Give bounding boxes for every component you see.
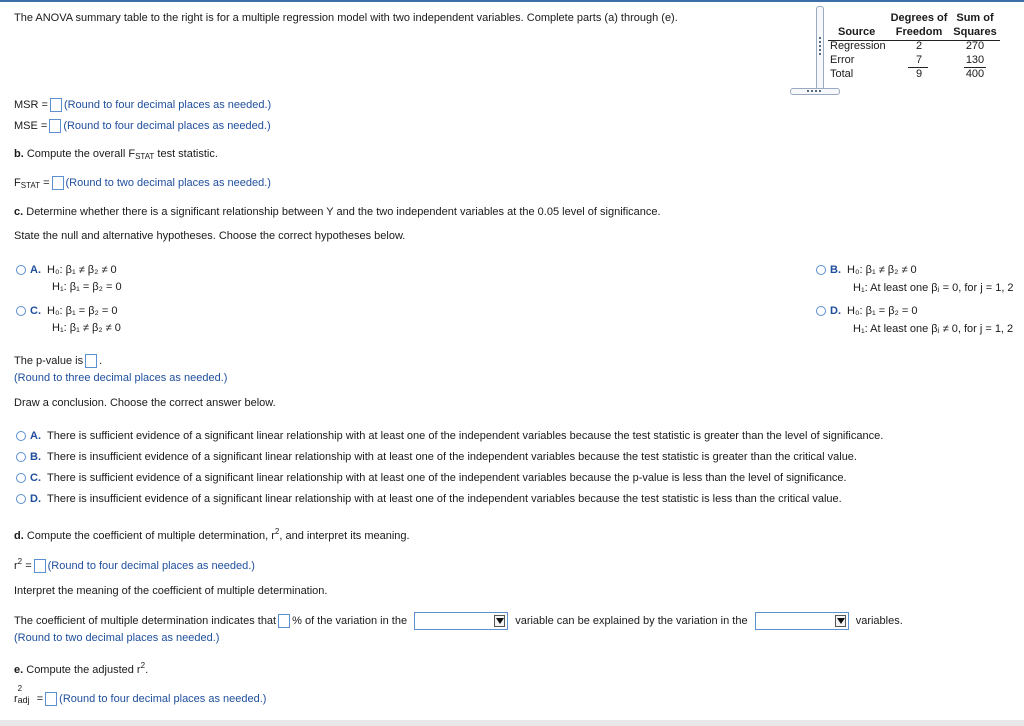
row-df-total: 9: [915, 68, 923, 80]
part-b-heading: [14, 148, 218, 161]
msr-hint: (Round to four decimal places as needed.): [63, 98, 272, 111]
r2-label: r: [14, 560, 18, 572]
r2-input[interactable]: [34, 559, 46, 573]
r2-eq: =: [25, 560, 32, 572]
part-b-heading-text: Compute the overall F: [26, 148, 136, 160]
hyp-radio-d[interactable]: [816, 306, 826, 316]
intro-text: The ANOVA summary table to the right is for a multiple regression model with two independent variables. Complete parts (a) through (e).: [14, 12, 678, 24]
hyp-letter-b: B.: [830, 264, 841, 276]
r2adj-label-sub: adj: [17, 695, 30, 705]
hyp-a-h1: H₁: β₁ = β₂ = 0: [52, 281, 122, 293]
r2-row: [14, 557, 255, 573]
hyp-option-c[interactable]: [16, 305, 117, 317]
interpret-instruction: Interpret the meaning of the coefficient of multiple determination.: [14, 585, 328, 597]
hyp-option-b[interactable]: [816, 264, 917, 276]
part-d-heading-text: Compute the coefficient of multiple determination, r: [26, 530, 275, 542]
conclusion-option-a[interactable]: [16, 430, 883, 442]
sentence-hint: (Round to two decimal places as needed.): [14, 632, 220, 644]
fstat-hint: (Round to two decimal places as needed.): [65, 176, 271, 189]
part-e-heading: [14, 661, 148, 676]
part-c-heading: [14, 206, 661, 218]
sentence-mid2: variable can be explained by the variation in the: [515, 614, 748, 627]
row-source-error: Error: [830, 54, 855, 66]
header-source: Source: [838, 26, 876, 38]
row-source-total: Total: [830, 68, 854, 80]
fstat-eq: =: [43, 176, 50, 189]
mse-input[interactable]: [49, 119, 61, 133]
row-df-regression: 2: [915, 40, 923, 52]
dependent-variable-dropdown[interactable]: [414, 612, 508, 630]
mse-row: [14, 119, 271, 133]
hyp-letter-a: A.: [30, 264, 41, 276]
header-ss-line1: Sum of: [956, 12, 994, 24]
hyp-option-d[interactable]: [816, 305, 917, 317]
conclusion-option-d[interactable]: [16, 493, 842, 505]
msr-input[interactable]: [50, 98, 62, 112]
part-e-letter: e.: [14, 664, 24, 676]
pvalue-label: The p-value is: [14, 354, 84, 367]
conclusion-letter-b: B.: [30, 451, 41, 463]
part-e-heading-sup: 2: [140, 661, 146, 670]
dropdown-arrow-icon: [835, 615, 846, 627]
sentence-pre: The coefficient of multiple determination indicates that: [14, 614, 277, 627]
fstat-row: [14, 176, 271, 190]
header-df-line2: Freedom: [895, 26, 943, 38]
r2adj-label-sup: 2: [17, 684, 23, 693]
part-d-heading-sup: 2: [274, 527, 280, 536]
table-horizontal-scrollbar[interactable]: [790, 88, 840, 95]
conclusion-radio-a[interactable]: [16, 431, 26, 441]
hyp-c-h0: H₀: β₁ = β₂ = 0: [47, 305, 118, 317]
r2adj-row: [14, 684, 267, 706]
header-ss-line2: Squares: [953, 26, 997, 38]
header-df-line1: Degrees of: [890, 12, 948, 24]
conclusion-letter-c: C.: [30, 472, 41, 484]
r2adj-label: r: [14, 693, 18, 705]
conclusion-radio-b[interactable]: [16, 452, 26, 462]
row-source-regression: Regression: [830, 40, 886, 52]
conclusion-text-c: There is sufficient evidence of a significant linear relationship with at least one of the independent variables because the p-value is less than the level of significance.: [47, 472, 847, 484]
conclusion-option-b[interactable]: [16, 451, 857, 463]
msr-row: [14, 98, 271, 112]
hyp-a-h0: H₀: β₁ ≠ β₂ ≠ 0: [47, 264, 117, 276]
conclusion-letter-a: A.: [30, 430, 41, 442]
r2adj-input[interactable]: [45, 692, 57, 706]
part-e-heading-post: .: [145, 664, 149, 676]
interpret-sentence: [14, 612, 903, 630]
conclusion-text-d: There is insufficient evidence of a significant linear relationship with at least one of the independent variables because the test statistic is less than the critical value.: [47, 493, 842, 505]
mse-label: MSE =: [14, 119, 48, 132]
fstat-label: F: [14, 176, 21, 189]
conclusion-instruction: Draw a conclusion. Choose the correct answer below.: [14, 397, 276, 409]
part-c-heading-text: Determine whether there is a significant relationship between Y and the two independent variables at the 0.05 level of significance.: [26, 206, 661, 218]
table-vertical-scrollbar[interactable]: [816, 6, 824, 90]
sentence-end: variables.: [855, 614, 903, 627]
fstat-label-sub: STAT: [20, 180, 40, 190]
conclusion-radio-d[interactable]: [16, 494, 26, 504]
hyp-letter-d: D.: [830, 305, 841, 317]
hyp-d-h1: H₁: At least one βⱼ ≠ 0, for j = 1, 2: [853, 323, 1014, 335]
part-b-heading-sub: STAT: [135, 152, 155, 161]
r2-hint: (Round to four decimal places as needed.): [47, 560, 255, 572]
hyp-letter-c: C.: [30, 305, 41, 317]
msr-label: MSR =: [14, 98, 48, 111]
mse-hint: (Round to four decimal places as needed.): [63, 119, 271, 132]
conclusion-radio-c[interactable]: [16, 473, 26, 483]
top-accent-line: [0, 0, 1024, 2]
pvalue-row: [14, 354, 102, 368]
hypotheses-instruction: State the null and alternative hypotheses. Choose the correct hypotheses below.: [14, 230, 406, 242]
part-b-letter: b.: [14, 148, 24, 160]
part-c-letter: c.: [14, 206, 24, 218]
part-d-heading-post: , and interpret its meaning.: [279, 530, 410, 542]
hyp-radio-b[interactable]: [816, 265, 826, 275]
conclusion-text-a: There is sufficient evidence of a significant linear relationship with at least one of the independent variables because the test statistic is greater than the level of significance.: [47, 430, 884, 442]
row-ss-total: 400: [965, 68, 985, 80]
independent-variables-dropdown[interactable]: [755, 612, 849, 630]
fstat-input[interactable]: [52, 176, 64, 190]
conclusion-text-b: There is insufficient evidence of a significant linear relationship with at least one of the independent variables because the test statistic is greater than the critical value.: [47, 451, 857, 463]
hyp-d-h0: H₀: β₁ = β₂ = 0: [847, 305, 918, 317]
row-ss-regression: 270: [965, 40, 985, 52]
row-df-error: 7: [915, 54, 923, 66]
hyp-c-h1: H₁: β₁ ≠ β₂ ≠ 0: [52, 322, 121, 334]
part-e-heading-text: Compute the adjusted r: [26, 664, 141, 676]
conclusion-letter-d: D.: [30, 493, 41, 505]
conclusion-option-c[interactable]: [16, 472, 847, 484]
part-b-heading-post: test statistic.: [157, 148, 218, 160]
pvalue-input[interactable]: [85, 354, 97, 368]
r2adj-eq: =: [36, 693, 44, 705]
part-d-letter: d.: [14, 530, 24, 542]
percent-input[interactable]: [278, 614, 290, 628]
hyp-b-h0: H₀: β₁ ≠ β₂ ≠ 0: [847, 264, 917, 276]
dropdown-arrow-icon: [494, 615, 505, 627]
sentence-mid1: % of the variation in the: [292, 614, 408, 627]
r2-label-sup: 2: [17, 557, 23, 566]
row-ss-error: 130: [965, 54, 985, 66]
pvalue-end: .: [99, 354, 103, 367]
bottom-band: [0, 720, 1024, 726]
pvalue-hint: (Round to three decimal places as needed.): [14, 372, 228, 384]
part-d-heading: [14, 527, 410, 542]
hyp-b-h1: H₁: At least one βⱼ = 0, for j = 1, 2: [853, 282, 1014, 294]
r2adj-hint: (Round to four decimal places as needed.): [59, 693, 267, 705]
hyp-radio-c[interactable]: [16, 306, 26, 316]
hyp-option-a[interactable]: [16, 264, 117, 276]
hyp-radio-a[interactable]: [16, 265, 26, 275]
